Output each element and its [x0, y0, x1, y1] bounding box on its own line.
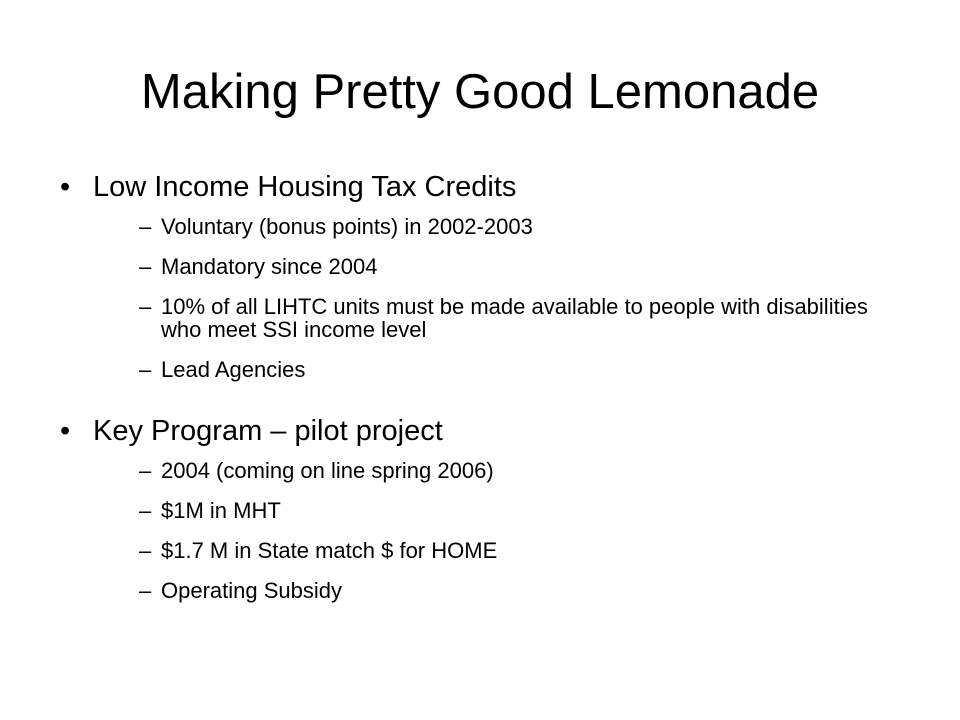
bullet-text: Key Program – pilot project — [93, 415, 443, 447]
slide-content — [60, 168, 920, 602]
sub-list — [93, 459, 920, 602]
sub-item-text: Lead Agencies — [161, 357, 306, 382]
dash-marker: – — [139, 538, 152, 563]
dash-marker: – — [139, 254, 152, 279]
sub-item-text: Operating Subsidy — [161, 578, 342, 603]
sub-item-text: $1M in MHT — [161, 498, 281, 523]
slide-title: Making Pretty Good Lemonade — [140, 65, 820, 119]
dash-marker: – — [139, 357, 152, 382]
sub-item — [93, 579, 911, 602]
bullet-marker: • — [60, 171, 71, 203]
dash-marker: – — [139, 214, 152, 239]
sub-item — [93, 215, 911, 238]
sub-item-text: 10% of all LIHTC units must be made available to people with disabilities who meet SSI income level — [161, 294, 868, 342]
sub-item — [93, 358, 911, 381]
sub-item-text: 2004 (coming on line spring 2006) — [161, 458, 494, 483]
sub-item — [93, 499, 911, 522]
sub-item-text: $1.7 M in State match $ for HOME — [161, 538, 498, 563]
bullet-marker: • — [60, 415, 71, 447]
bullet-lihtc — [60, 168, 920, 381]
sub-item — [93, 295, 911, 341]
sub-list — [93, 215, 920, 381]
dash-marker: – — [139, 578, 152, 603]
sub-item-text: Mandatory since 2004 — [161, 254, 378, 279]
dash-marker: – — [139, 294, 152, 319]
bullet-key-program — [60, 412, 920, 602]
bullet-text: Low Income Housing Tax Credits — [93, 171, 517, 203]
dash-marker: – — [139, 458, 152, 483]
sub-item-text: Voluntary (bonus points) in 2002-2003 — [161, 214, 533, 239]
sub-item — [93, 255, 911, 278]
dash-marker: – — [139, 498, 152, 523]
sub-item — [93, 459, 911, 482]
sub-item — [93, 539, 911, 562]
